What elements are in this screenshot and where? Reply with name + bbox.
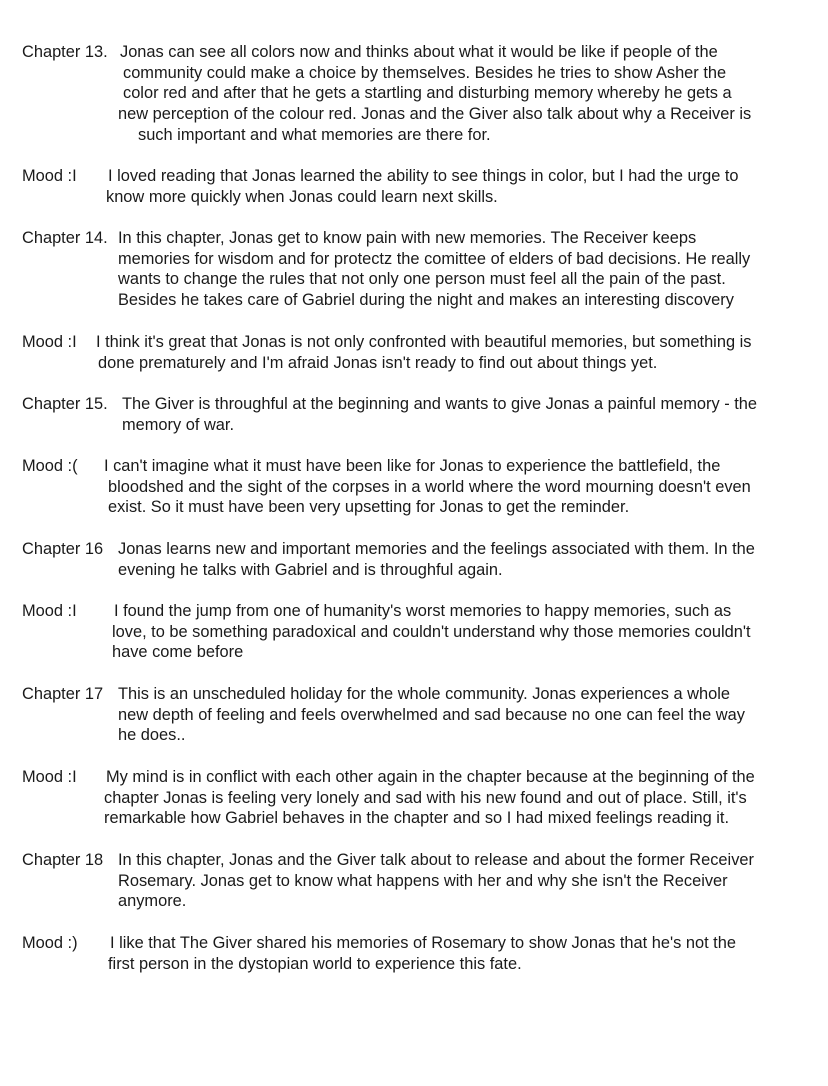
chapter-16-summary bbox=[22, 539, 810, 580]
text-line: have come before bbox=[112, 643, 244, 662]
entry-text bbox=[114, 601, 810, 663]
entry-text bbox=[108, 166, 810, 207]
text-line: bloodshed and the sight of the corpses in a world where the word mourning doesn't even bbox=[108, 477, 751, 496]
entry-text bbox=[118, 228, 810, 311]
text-line: memory of war. bbox=[122, 415, 235, 434]
text-line: anymore. bbox=[118, 892, 187, 911]
text-line: Jonas learns new and important memories and the feelings associated with them. In the bbox=[118, 540, 755, 558]
chapter-13-mood bbox=[22, 166, 810, 207]
text-line: I can't imagine what it must have been like for Jonas to experience the battlefield, the bbox=[104, 457, 721, 475]
entry-label: Mood :I bbox=[22, 167, 77, 185]
text-line: I think it's great that Jonas is not only confronted with beautiful memories, but something is bbox=[96, 333, 752, 351]
chapter-17-summary bbox=[22, 684, 810, 746]
text-line: This is an unscheduled holiday for the whole community. Jonas experiences a whole bbox=[118, 685, 730, 703]
entry-text bbox=[110, 933, 810, 974]
text-line: The Giver is throughful at the beginning and wants to give Jonas a painful memory - the bbox=[122, 395, 758, 413]
text-line: new depth of feeling and feels overwhelmed and sad because no one can feel the way bbox=[118, 705, 745, 724]
text-line: In this chapter, Jonas get to know pain with new memories. The Receiver keeps bbox=[118, 229, 697, 247]
entry-label: Chapter 15. bbox=[22, 395, 108, 413]
text-line: Jonas can see all colors now and thinks about what it would be like if people of the bbox=[120, 43, 718, 61]
text-line: I loved reading that Jonas learned the ability to see things in color, but I had the urge to bbox=[108, 167, 739, 185]
chapter-15-summary bbox=[22, 394, 810, 435]
text-line: color red and after that he gets a startling and disturbing memory whereby he gets a bbox=[123, 84, 732, 103]
text-line: exist. So it must have been very upsetting for Jonas to get the reminder. bbox=[108, 498, 630, 517]
text-line: love, to be something paradoxical and couldn't understand why those memories couldn't bbox=[112, 622, 751, 641]
entry-text bbox=[118, 42, 810, 146]
chapter-18-mood bbox=[22, 933, 810, 974]
text-line: In this chapter, Jonas and the Giver talk about to release and about the former Receiver bbox=[118, 851, 754, 869]
text-line: done prematurely and I'm afraid Jonas isn't ready to find out about things yet. bbox=[98, 353, 658, 372]
text-line: remarkable how Gabriel behaves in the chapter and so I had mixed feelings reading it. bbox=[104, 809, 730, 828]
text-line: first person in the dystopian world to experience this fate. bbox=[108, 954, 522, 973]
entry-label: Mood :I bbox=[22, 768, 77, 786]
text-line: evening he talks with Gabriel and is throughful again. bbox=[118, 560, 503, 579]
text-line: such important and what memories are there for. bbox=[138, 125, 491, 144]
text-line: I like that The Giver shared his memories of Rosemary to show Jonas that he's not the bbox=[110, 934, 736, 952]
chapter-14-summary bbox=[22, 228, 810, 311]
entry-text bbox=[118, 850, 810, 912]
entry-label: Mood :I bbox=[22, 333, 77, 351]
entry-label: Chapter 13. bbox=[22, 43, 108, 61]
text-line: Besides he takes care of Gabriel during the night and makes an interesting discovery bbox=[118, 291, 734, 310]
text-line: My mind is in conflict with each other again in the chapter because at the beginning of the bbox=[106, 768, 755, 786]
text-line: he does.. bbox=[118, 726, 186, 745]
entry-label: Mood :( bbox=[22, 457, 78, 475]
text-line: new perception of the colour red. Jonas and the Giver also talk about why a Receiver is bbox=[118, 105, 752, 124]
entry-label: Chapter 17 bbox=[22, 685, 104, 703]
chapter-14-mood bbox=[22, 332, 810, 373]
text-line: know more quickly when Jonas could learn next skills. bbox=[106, 187, 498, 206]
entry-label: Chapter 16 bbox=[22, 540, 104, 558]
entry-label: Chapter 18 bbox=[22, 851, 104, 869]
entry-text bbox=[118, 539, 810, 580]
text-line: community could make a choice by themselves. Besides he tries to show Asher the bbox=[123, 63, 727, 82]
text-line: memories for wisdom and for protectz the comittee of elders of bad decisions. He really bbox=[118, 249, 751, 268]
entry-label: Chapter 14. bbox=[22, 229, 108, 247]
entry-label: Mood :I bbox=[22, 602, 77, 620]
entry-text bbox=[96, 332, 810, 373]
chapter-16-mood bbox=[22, 601, 810, 663]
chapter-17-mood bbox=[22, 767, 810, 829]
entry-text bbox=[104, 456, 810, 518]
text-line: Rosemary. Jonas get to know what happens with her and why she isn't the Receiver bbox=[118, 871, 728, 890]
chapter-15-mood bbox=[22, 456, 810, 518]
text-line: I found the jump from one of humanity's worst memories to happy memories, such as bbox=[114, 602, 732, 620]
chapter-13-summary bbox=[22, 42, 810, 146]
text-line: wants to change the rules that not only one person must feel all the pain of the past. bbox=[118, 270, 726, 289]
entry-text bbox=[106, 767, 810, 829]
chapter-18-summary bbox=[22, 850, 810, 912]
entry-text bbox=[118, 684, 810, 746]
text-line: chapter Jonas is feeling very lonely and sad with his new found and out of place. Still, it's bbox=[104, 788, 747, 807]
entry-label: Mood :) bbox=[22, 934, 78, 952]
entry-text bbox=[122, 394, 810, 435]
